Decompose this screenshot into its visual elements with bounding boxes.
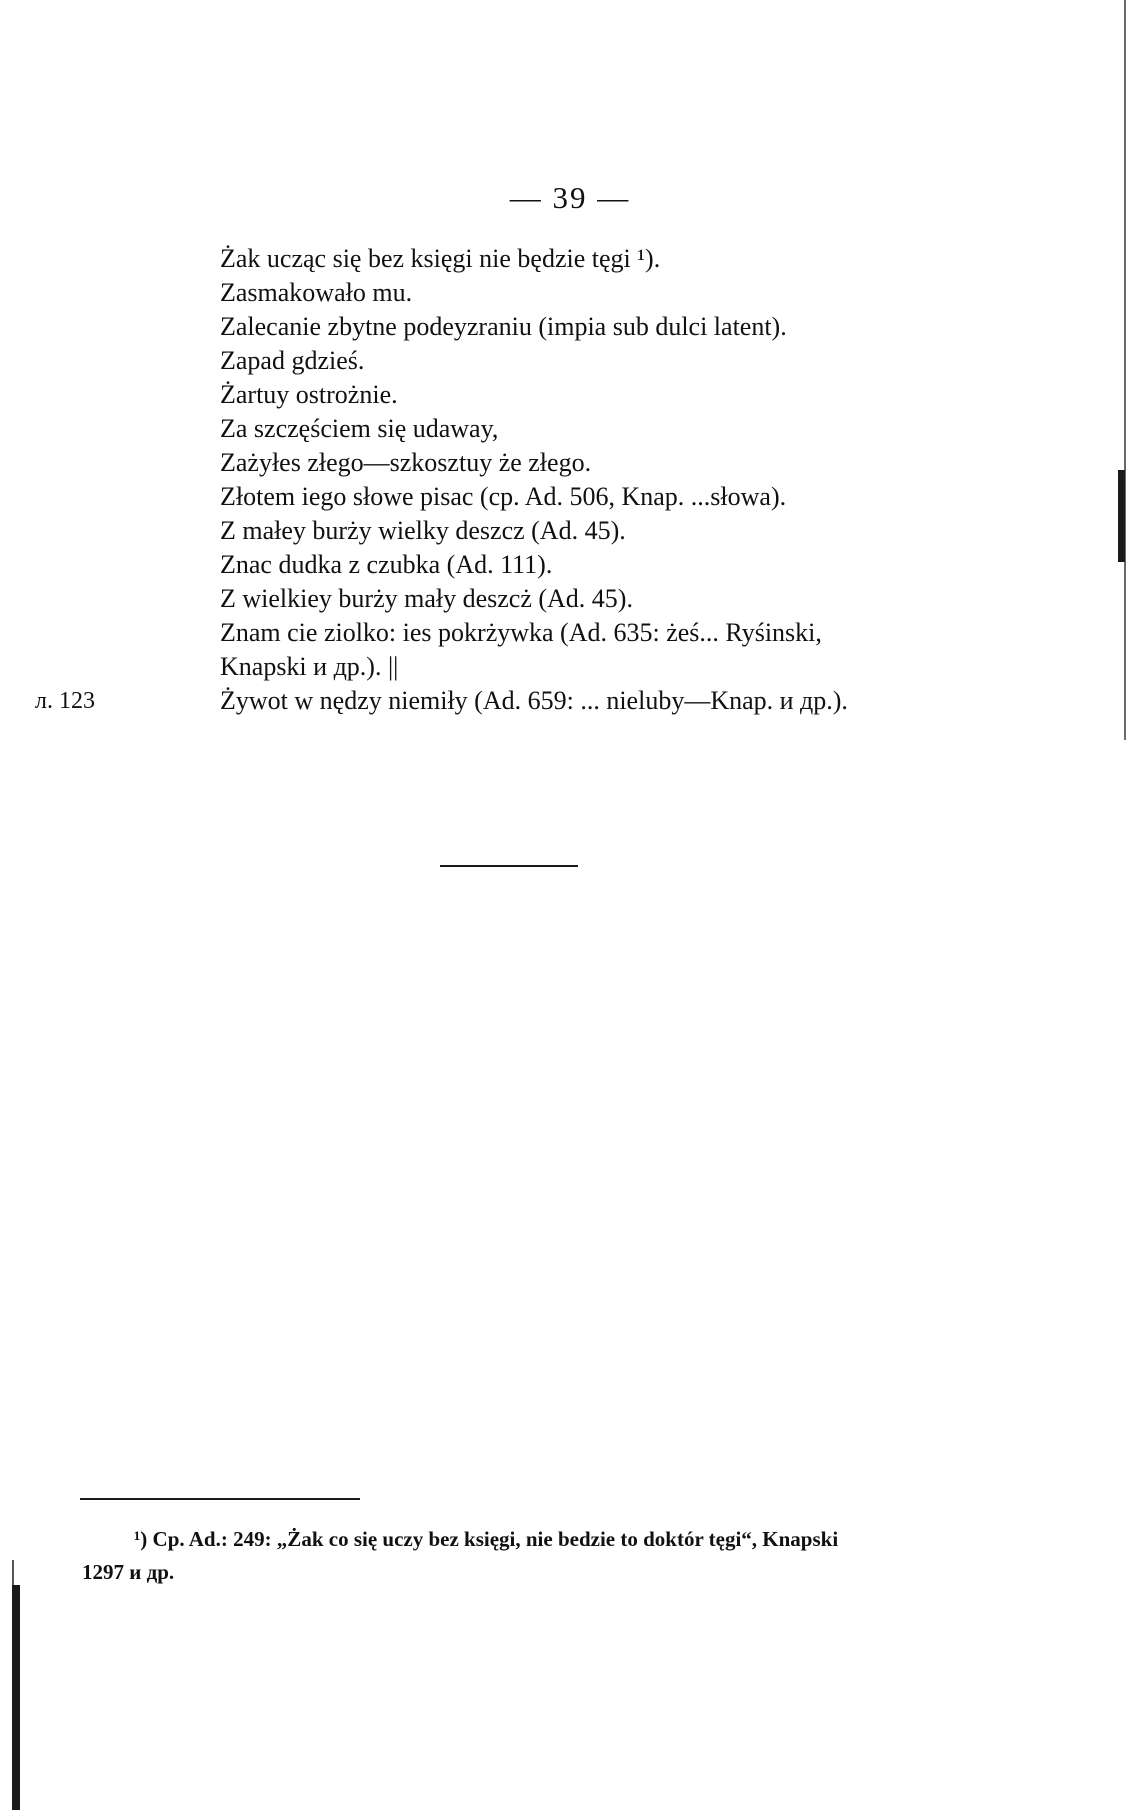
proverb-list — [35, 242, 980, 718]
footnote-line: 1297 и др. — [82, 1560, 175, 1584]
page-number: — 39 — — [509, 180, 631, 215]
proverb-text: Zażyłes złego—szkosztuy że złego. — [220, 448, 592, 477]
proverb-text: Zalecanie zbytne podeyzraniu (impia sub dulci latent). — [220, 312, 787, 341]
proverb-text: Zasmakowało mu. — [220, 278, 413, 307]
proverb-text: Znac dudka z czubka (Ad. 111). — [220, 550, 553, 579]
proverb-entry — [220, 242, 980, 276]
proverb-entry — [220, 310, 980, 344]
proverb-text: Z małey burży wielky deszcz (Ad. 45). — [220, 516, 626, 545]
footnote-line: ¹) Cp. Ad.: 249: „Żak co się uczy bez księgi, nie bedzie to doktór tęgi“, Knapski — [134, 1527, 839, 1551]
footnote-rule — [80, 1498, 360, 1500]
proverb-text: Zapad gdzieś. — [220, 346, 365, 375]
proverb-entry — [220, 650, 980, 684]
proverb-text: Knapski и др.). || — [220, 652, 399, 681]
proverb-text: Z wielkiey burży mały deszcż (Ad. 45). — [220, 584, 633, 613]
page-edge-shadow — [1124, 0, 1126, 740]
proverb-text: Żak ucząc się bez księgi nie będzie tęgi ¹). — [220, 244, 661, 273]
proverb-entry — [35, 684, 980, 718]
proverb-entry — [220, 412, 980, 446]
proverb-entry — [220, 344, 980, 378]
proverb-entry — [220, 276, 980, 310]
scan-edge-mark — [12, 1585, 20, 1810]
proverb-entry — [220, 616, 980, 650]
margin-reference: л. 123 — [35, 688, 95, 714]
proverb-text: Złotem iego słowe pisac (cp. Ad. 506, Knap. ...słowa). — [220, 482, 787, 511]
proverb-entry — [220, 446, 980, 480]
proverb-entry — [220, 548, 980, 582]
section-divider — [440, 865, 578, 867]
proverb-entry — [220, 378, 980, 412]
proverb-text: Znam cie ziolko: ies pokrżywka (Ad. 635: żeś... Ryśinski, — [220, 618, 822, 647]
scan-edge-mark — [1118, 470, 1125, 562]
proverb-text: Żywot w nędzy niemiły (Ad. 659: ... nieluby—Knap. и др.). — [220, 686, 848, 715]
proverb-entry — [220, 582, 980, 616]
proverb-entry — [220, 480, 980, 514]
footnote — [82, 1523, 962, 1589]
proverb-text: Za szczęściem się udaway, — [220, 414, 499, 443]
proverb-entry — [220, 514, 980, 548]
proverb-text: Żartuy ostrożnie. — [220, 380, 398, 409]
